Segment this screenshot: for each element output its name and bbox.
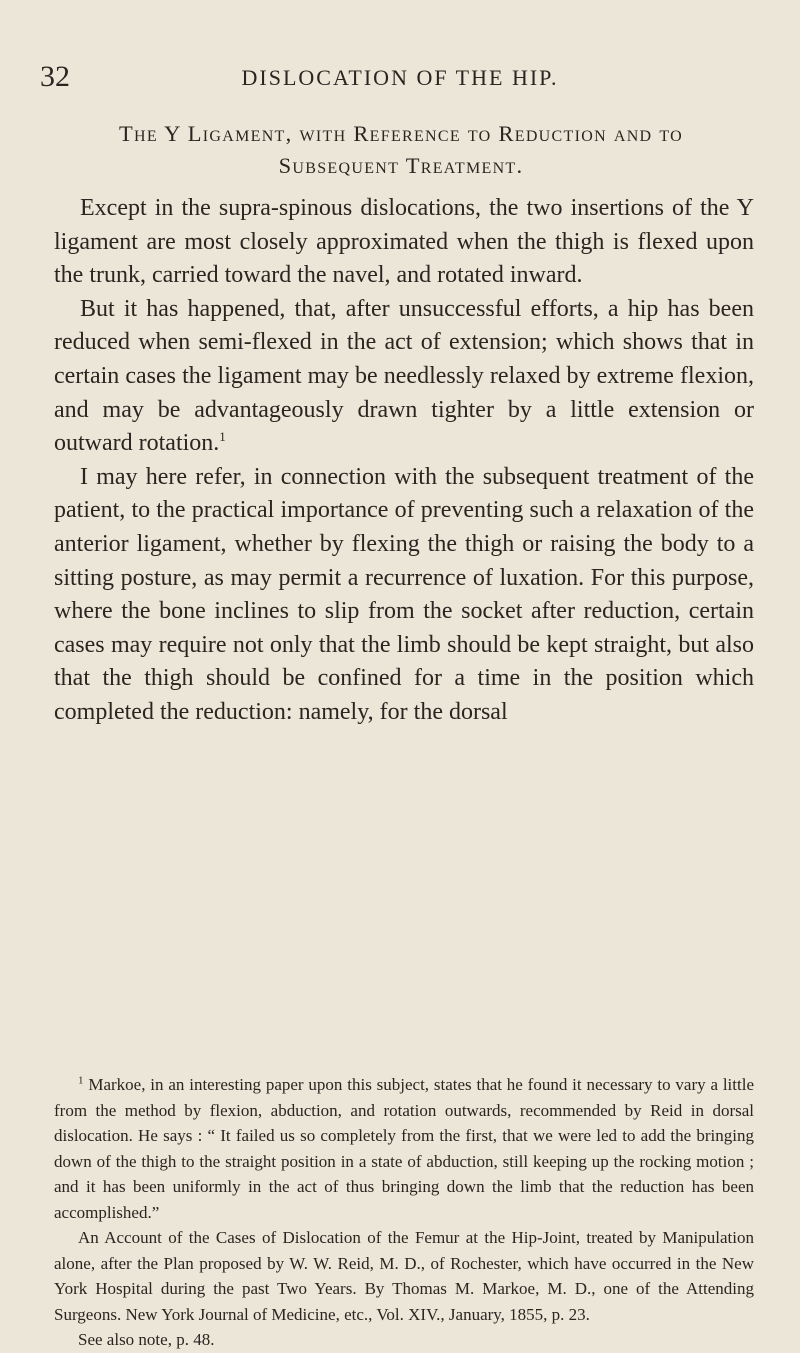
paragraph <box>54 293 754 461</box>
section-heading: The Y Ligament, with Reference to Reduction and to Subsequent Treatment. <box>119 121 683 178</box>
footnote-text: Markoe, in an interesting paper upon this subject, states that he found it necessary to vary a little from the method by flexion, abduction, and rotation outwards, recommended by Reid in dorsal dislocation. He says : “ It failed us so completely from the first, that we were led to add the bringing down of the thigh to the straight position in a state of abduction, still keeping up the rocking motion ; and it has been uniformly in the act of thus bringing down the limb that the reduction has been accomplished.” <box>54 1075 754 1222</box>
footnote <box>54 1072 754 1225</box>
footnotes <box>54 1072 754 1353</box>
running-title: DISLOCATION OF THE HIP. <box>241 65 559 90</box>
footnote-marker: 1 <box>78 1074 84 1087</box>
paragraph: Except in the supra-spinous dislocations, the two insertions of the Y ligament are most closely approximated when the thigh is flexed upon the trunk, carried toward the navel, and rotated inward. <box>54 195 754 289</box>
paragraph-text: But it has happened, that, after unsuccessful efforts, a hip has been reduced when semi-flexed in the act of extension; which shows that in certain cases the ligament may be needlessly relaxed by extreme flexion, and may be advantageously drawn tighter by a little extension or outward rotation. <box>54 295 754 457</box>
running-head <box>0 60 800 94</box>
footnote-reference: 1 <box>219 429 226 445</box>
paragraph: I may here refer, in connection with the subsequent treatment of the patient, to the practical importance of preventing such a relaxation of the anterior ligament, whether by flexing the thigh or raising the body to a sitting posture, as may permit a recurrence of luxation. For this purpose, where the bone inclines to slip from the socket after reduction, certain cases may require not only that the limb should be kept straight, but also that the thigh should be confined for a time in the position which completed the reduction: namely, for the dorsal <box>54 463 754 725</box>
footnote-see-also: See also note, p. 48. <box>78 1330 215 1349</box>
footnote-citation: An Account of the Cases of Dislocation of the Femur at the Hip-Joint, treated by Manipulation alone, after the Plan proposed by W. W. Reid, M. D., of Rochester, which have occurred in the New York Hospital during the past Two Years. By Thomas M. Markoe, M. D., one of the Attending Surgeons. New York Journal of Medicine, etc., Vol. XIV., January, 1855, p. 23. <box>54 1228 754 1324</box>
page-number: 32 <box>40 60 70 93</box>
body-text <box>54 192 754 730</box>
